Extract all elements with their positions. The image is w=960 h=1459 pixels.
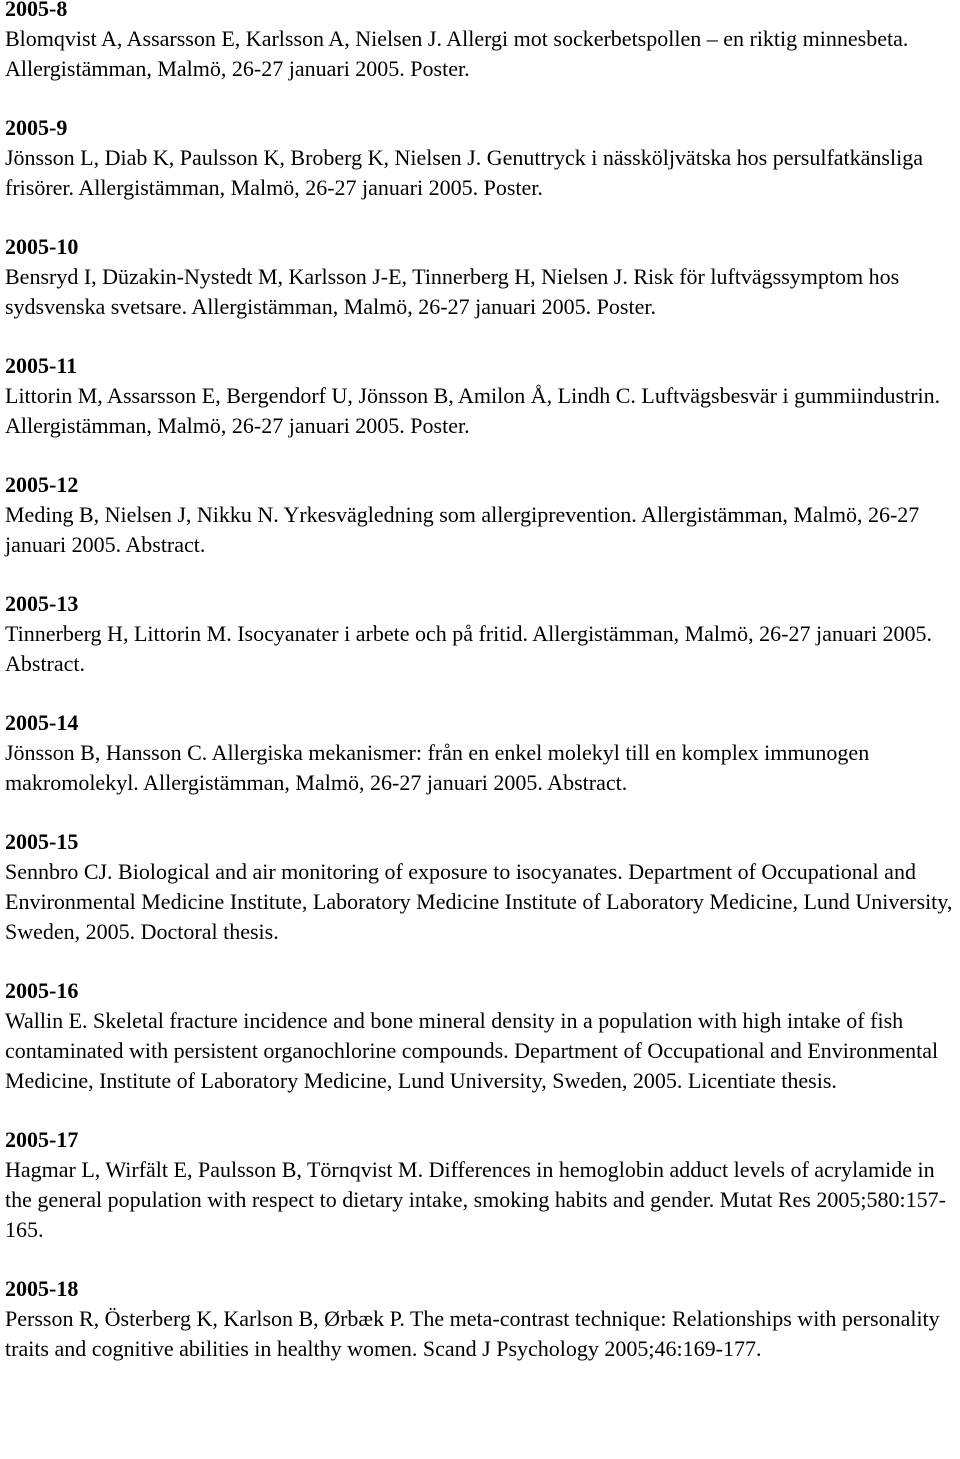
entry-citation: Meding B, Nielsen J, Nikku N. Yrkesvägledning som allergiprevention. Allergistämman, Malmö, 26-27 januari 2005. Abstract. xyxy=(5,502,920,557)
entry-citation: Hagmar L, Wirfält E, Paulsson B, Törnqvist M. Differences in hemoglobin adduct levels of acrylamide in the general population with respect to dietary intake, smoking habits and gender. Mutat Res 2005;580:157-165. xyxy=(5,1157,946,1242)
entry-id: 2005-14 xyxy=(5,710,79,735)
publication-entry xyxy=(5,827,953,947)
entry-id: 2005-11 xyxy=(5,353,78,378)
entry-citation: Littorin M, Assarsson E, Bergendorf U, Jönsson B, Amilon Å, Lindh C. Luftvägsbesvär i gummiindustrin. Allergistämman, Malmö, 26-27 januari 2005. Poster. xyxy=(5,383,941,438)
entry-id: 2005-17 xyxy=(5,1127,79,1152)
publication-entry xyxy=(5,976,953,1096)
entry-id: 2005-16 xyxy=(5,978,79,1003)
entry-citation: Bensryd I, Düzakin-Nystedt M, Karlsson J-E, Tinnerberg H, Nielsen J. Risk för luftvägssymptom hos sydsvenska svetsare. Allergistämman, Malmö, 26-27 januari 2005. Poster. xyxy=(5,264,900,319)
entry-id: 2005-10 xyxy=(5,234,79,259)
entry-id: 2005-9 xyxy=(5,115,68,140)
entry-id: 2005-8 xyxy=(5,0,68,21)
entry-citation: Blomqvist A, Assarsson E, Karlsson A, Nielsen J. Allergi mot sockerbetspollen – en riktig minnesbeta. Allergistämman, Malmö, 26-27 januari 2005. Poster. xyxy=(5,26,909,81)
entry-citation: Persson R, Österberg K, Karlson B, Ørbæk P. The meta-contrast technique: Relationships with personality traits and cognitive abilities in healthy women. Scand J Psychology 2005;46:169-177. xyxy=(5,1306,940,1361)
publication-entry xyxy=(5,470,953,560)
publication-entry xyxy=(5,232,953,322)
publication-entry xyxy=(5,589,953,679)
publication-list xyxy=(5,0,953,1393)
publication-entry xyxy=(5,1125,953,1245)
publication-entry xyxy=(5,351,953,441)
entry-id: 2005-15 xyxy=(5,829,79,854)
entry-citation: Wallin E. Skeletal fracture incidence and bone mineral density in a population with high intake of fish contaminated with persistent organochlorine compounds. Department of Occupational and Environmental Medicine, Institute of Laboratory Medicine, Lund University, Sweden, 2005. Licentiate thesis. xyxy=(5,1008,939,1093)
entry-id: 2005-12 xyxy=(5,472,79,497)
entry-id: 2005-13 xyxy=(5,591,79,616)
publication-entry xyxy=(5,0,953,84)
entry-citation: Tinnerberg H, Littorin M. Isocyanater i arbete och på fritid. Allergistämman, Malmö, 26-27 januari 2005. Abstract. xyxy=(5,621,933,676)
publication-entry xyxy=(5,113,953,203)
publication-entry xyxy=(5,1274,953,1364)
entry-citation: Sennbro CJ. Biological and air monitoring of exposure to isocyanates. Department of Occupational and Environmental Medicine Institute, Laboratory Medicine Institute of Laboratory Medicine, Lund University, Sweden, 2005. Doctoral thesis. xyxy=(5,859,953,944)
entry-citation: Jönsson B, Hansson C. Allergiska mekanismer: från en enkel molekyl till en komplex immunogen makromolekyl. Allergistämman, Malmö, 26-27 januari 2005. Abstract. xyxy=(5,740,870,795)
entry-id: 2005-18 xyxy=(5,1276,79,1301)
entry-citation: Jönsson L, Diab K, Paulsson K, Broberg K, Nielsen J. Genuttryck i nässköljvätska hos persulfatkänsliga frisörer. Allergistämman, Malmö, 26-27 januari 2005. Poster. xyxy=(5,145,923,200)
publication-entry xyxy=(5,708,953,798)
